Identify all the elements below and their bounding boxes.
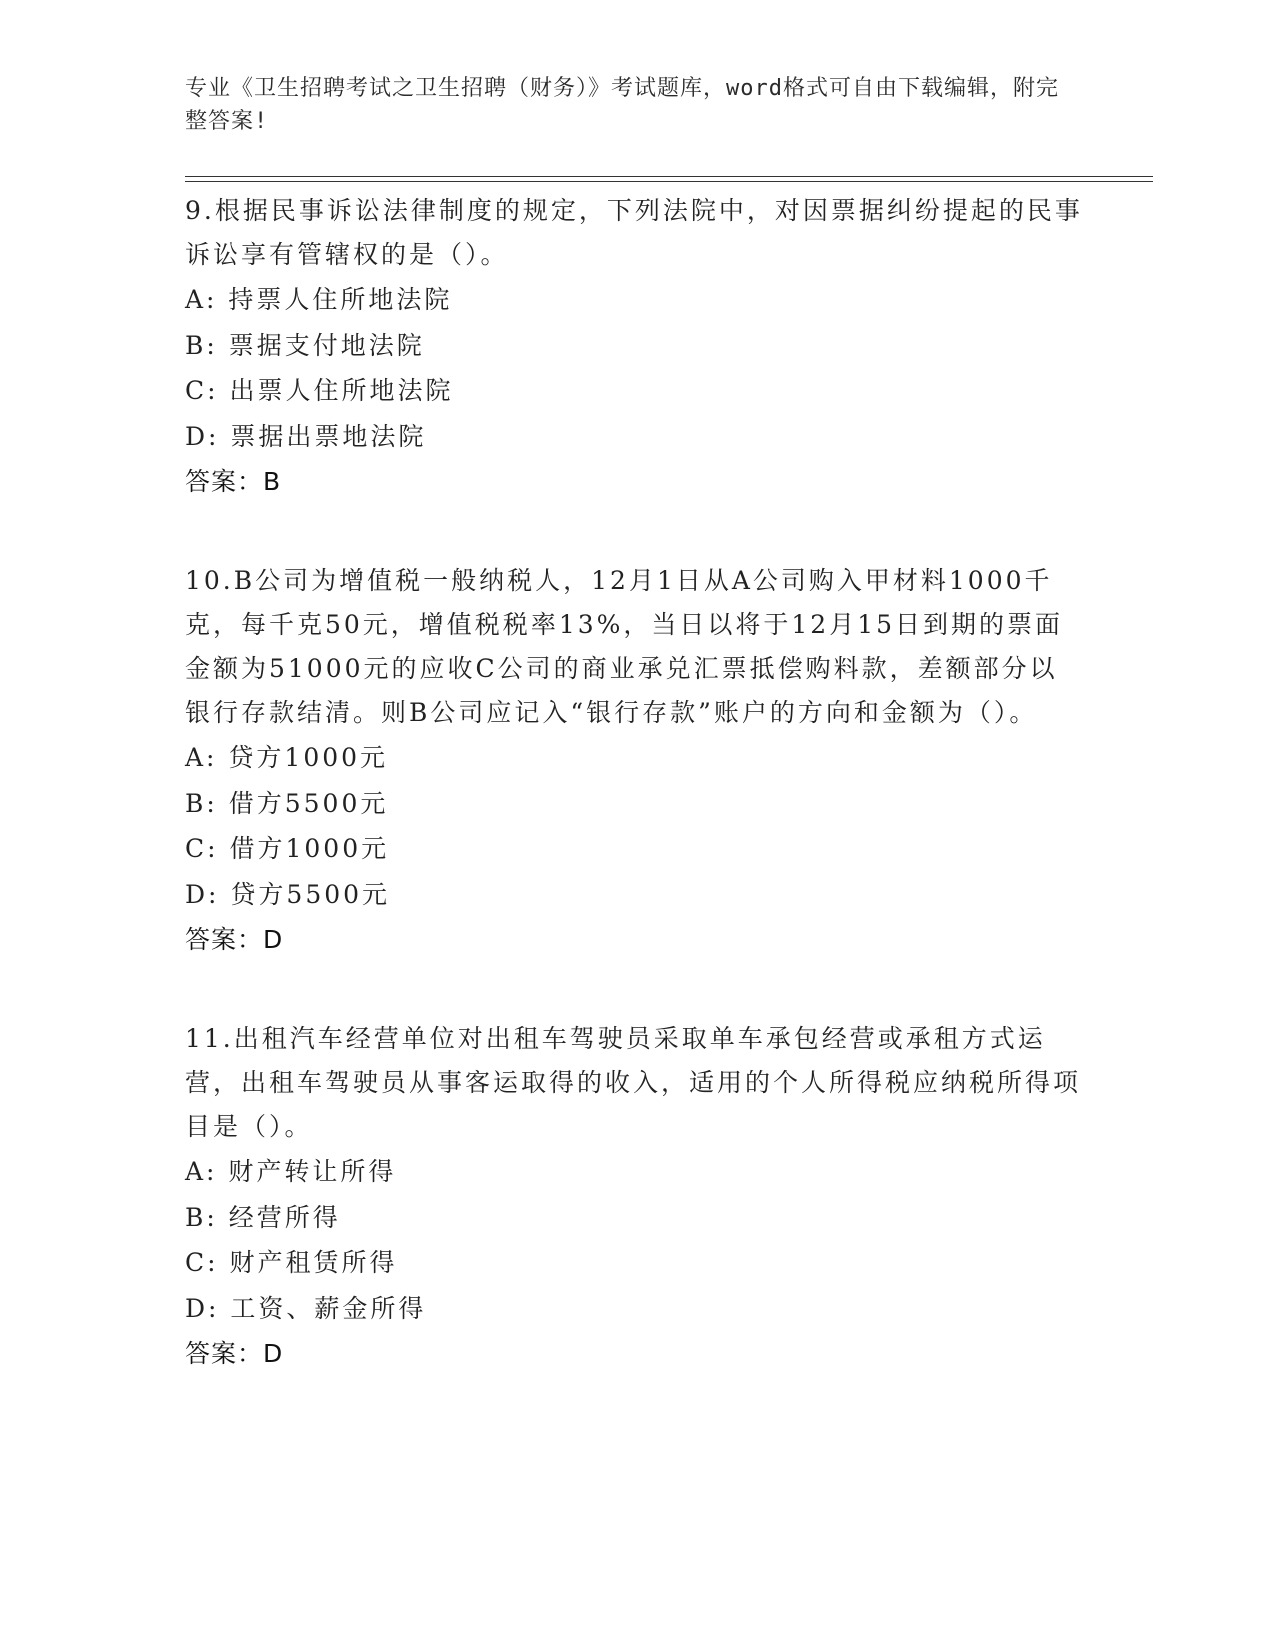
- answer-label: 答案：D: [185, 1339, 284, 1368]
- question-text: 11.出租汽车经营单位对出租车驾驶员采取单车承包经营或承租方式运营，出租车驾驶员从事客运取得的收入，适用的个人所得税应纳税所得项目是（）。: [185, 1024, 1082, 1141]
- option-a: A: 财产转让所得: [185, 1157, 397, 1186]
- option-a: A: 持票人住所地法院: [185, 285, 453, 314]
- option-c: C: 出票人住所地法院: [185, 376, 454, 405]
- question-9: [185, 189, 1085, 504]
- option-c: C: 财产租赁所得: [185, 1248, 398, 1277]
- option-c: C: 借方1000元: [185, 834, 390, 863]
- option-b: B: 票据支付地法院: [185, 330, 425, 360]
- answer-label: 答案：D: [185, 925, 284, 954]
- option-d: D: 贷方5500元: [185, 879, 391, 909]
- question-10: [185, 559, 1085, 962]
- document-header: [185, 72, 1065, 138]
- question-text: 10.B公司为增值税一般纳税人，12月1日从A公司购入甲材料1000千克，每千克50元，增值税税率13%，当日以将于12月15日到期的票面金额为51000元的应收C公司的商业承兑汇票抵偿购料款，差额部分以银行存款结清。则B公司应记入“银行存款”账户的方向和金额为（）。: [185, 566, 1064, 727]
- option-a: A: 贷方1000元: [185, 743, 389, 772]
- question-11: [185, 1017, 1085, 1376]
- answer-label: 答案：B: [185, 467, 282, 496]
- question-list: [185, 189, 1085, 1431]
- option-d: D: 票据出票地法院: [185, 421, 427, 451]
- header-divider-top: [185, 176, 1153, 177]
- option-b: B: 借方5500元: [185, 788, 389, 818]
- header-divider-bottom: [185, 181, 1153, 182]
- question-text: 9.根据民事诉讼法律制度的规定，下列法院中，对因票据纠纷提起的民事诉讼享有管辖权的是（）。: [185, 196, 1083, 269]
- header-intro-text: 专业《卫生招聘考试之卫生招聘（财务）》考试题库，word格式可自由下载编辑，附完整答案!: [185, 76, 1059, 134]
- option-b: B: 经营所得: [185, 1202, 341, 1232]
- option-d: D: 工资、薪金所得: [185, 1293, 427, 1323]
